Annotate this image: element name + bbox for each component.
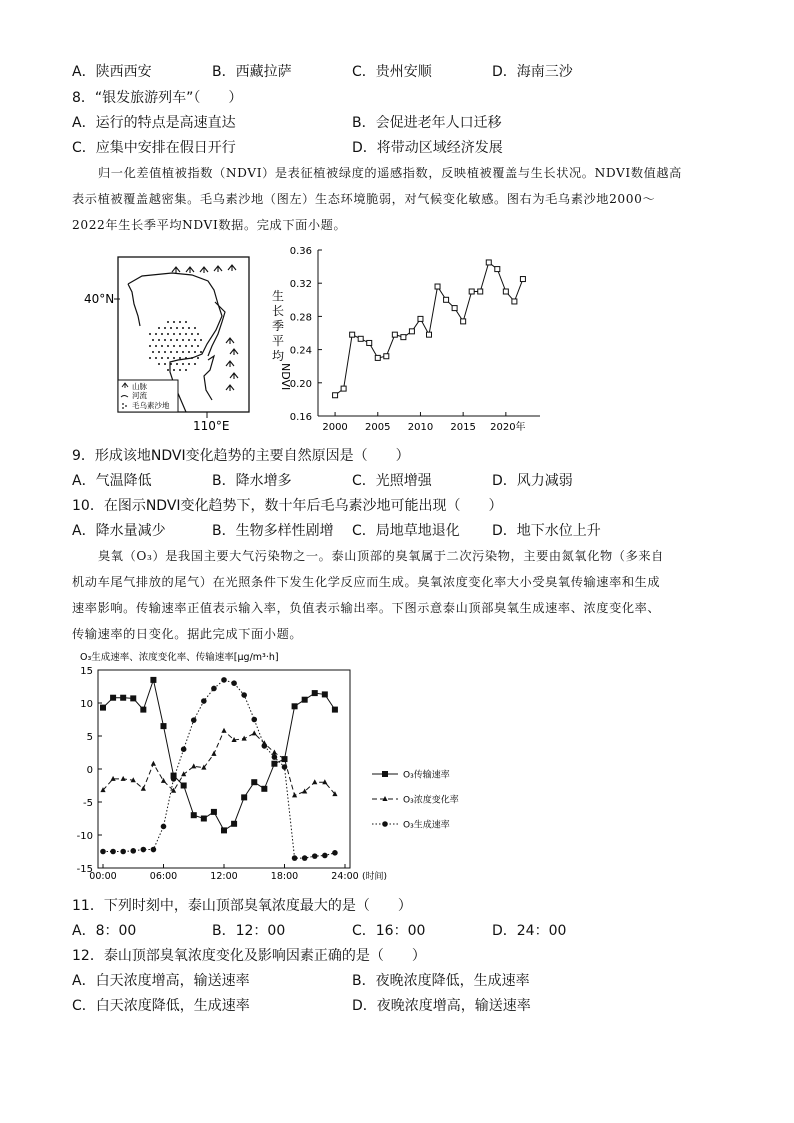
sand-dot [188, 351, 190, 353]
ndvi-y-label-char: 季 [272, 319, 285, 333]
ozone-passage-line: 速率影响。传输速率正值表示输入率，负值表示输出率。下图示意泰山顶部臭氧生成速率、浓度变化率、 [72, 601, 661, 615]
ndvi-line-chart [268, 240, 558, 440]
ndvi-data-point [341, 386, 346, 391]
ozone-point-transport [150, 677, 156, 683]
sand-dot [167, 321, 169, 323]
map-lat-label: 40°N [84, 292, 115, 306]
sand-dot [188, 363, 190, 365]
q10-option-d[interactable]: D．地下水位上升 [492, 523, 601, 539]
ndvi-data-point [418, 316, 423, 321]
ozone-y-tick-label: 15 [80, 666, 93, 677]
ozone-point-generation [110, 849, 116, 855]
sand-dot [149, 357, 151, 359]
q12-stem: 12．泰山顶部臭氧浓度变化及影响因素正确的是（ ） [72, 948, 426, 964]
ndvi-data-point [486, 260, 491, 265]
ndvi-series-line [335, 262, 523, 395]
sand-dot [167, 369, 169, 371]
ndvi-y-tick-label: 0.24 [289, 345, 312, 357]
sand-dot [185, 333, 187, 335]
ozone-point-transport [292, 703, 298, 709]
sand-dot [176, 327, 178, 329]
ozone-point-generation [282, 764, 288, 770]
sand-dot [173, 369, 175, 371]
ozone-series-line [103, 680, 335, 830]
q7-option-d[interactable]: D．海南三沙 [492, 64, 573, 80]
ndvi-data-point [401, 335, 406, 340]
ozone-x-tick-label: 18:00 [270, 871, 299, 882]
ndvi-x-tick-label: 2000 [322, 422, 348, 433]
ndvi-data-point [392, 332, 397, 337]
sand-dot [182, 327, 184, 329]
ozone-point-generation [151, 847, 157, 853]
ozone-y-tick-label: -5 [83, 798, 93, 809]
q8-option-b[interactable]: B．会促进老年人口迁移 [352, 115, 502, 131]
q9-option-c[interactable]: C．光照增强 [352, 473, 432, 489]
ndvi-data-point [461, 319, 466, 324]
ndvi-x-tick-label: 2020年 [490, 422, 526, 433]
ozone-point-generation [100, 849, 106, 855]
ndvi-y-tick-label: 0.16 [289, 412, 312, 423]
ozone-legend-label: O₃传输速率 [403, 770, 450, 781]
ndvi-y-label-char: 长 [272, 304, 285, 318]
q12-option-a[interactable]: A．白天浓度增高，输送速率 [72, 973, 250, 989]
ozone-point-transport [241, 794, 247, 800]
ozone-legend-label: O₃浓度变化率 [403, 795, 459, 806]
ozone-point-transport [221, 827, 227, 833]
ndvi-y-tick-label: 0.20 [289, 378, 312, 390]
q12-option-b[interactable]: B．夜晚浓度降低，生成速率 [352, 973, 530, 989]
ndvi-y-label-char: 生 [272, 289, 285, 303]
sand-dot [167, 357, 169, 359]
ozone-point-transport [231, 821, 237, 827]
ozone-legend-label: O₃生成速率 [403, 820, 450, 831]
ndvi-data-point [444, 297, 449, 302]
ozone-point-generation [312, 853, 318, 859]
sand-dot [176, 363, 178, 365]
sand-dot [185, 369, 187, 371]
ndvi-data-point [478, 289, 483, 294]
ozone-point-generation [130, 848, 136, 854]
sand-dot [170, 351, 172, 353]
ndvi-data-point [384, 354, 389, 359]
ozone-point-transport [120, 695, 126, 701]
ozone-x-unit: (时间) [362, 872, 388, 882]
ozone-point-generation [251, 717, 257, 723]
sand-dot [155, 333, 157, 335]
q7-option-c[interactable]: C．贵州安顺 [352, 64, 432, 80]
ndvi-data-point [409, 329, 414, 334]
q8-option-c[interactable]: C．应集中安排在假日开行 [72, 140, 236, 156]
map-legend-mountain: 山脉 [132, 382, 147, 391]
ozone-point-transport [181, 783, 187, 789]
ozone-point-change [191, 763, 196, 768]
sand-dot [197, 357, 199, 359]
ozone-series-line [103, 680, 335, 858]
ndvi-x-tick-label: 2015 [450, 422, 476, 433]
ozone-point-transport [110, 695, 116, 701]
ndvi-data-point [358, 336, 363, 341]
ndvi-y-tick-label: 0.28 [289, 312, 312, 324]
sand-dot [170, 339, 172, 341]
sand-dot [182, 351, 184, 353]
ndvi-passage [72, 160, 722, 238]
ozone-y-tick-label: -15 [76, 864, 93, 875]
q8-option-d[interactable]: D．将带动区域经济发展 [352, 140, 503, 156]
ozone-point-transport [271, 761, 277, 767]
q11-option-b[interactable]: B．12：00 [212, 923, 286, 939]
ozone-x-tick-label: 24:00 [331, 871, 359, 882]
ndvi-data-point [435, 284, 440, 289]
sand-dot [200, 351, 202, 353]
q8-stem: 8．“银发旅游列车”（ ） [72, 90, 243, 106]
sand-dot [170, 327, 172, 329]
ndvi-y-tick-label: 0.36 [289, 246, 312, 257]
ozone-point-generation [211, 686, 217, 692]
ndvi-passage-line: 表示植被覆盖越密集。毛乌素沙地（图左）生态环境脆弱，对气候变化敏感。图右为毛乌素沙地2000～ [72, 192, 656, 206]
ozone-point-generation [191, 717, 197, 723]
sand-dot [194, 339, 196, 341]
sand-dot [164, 351, 166, 353]
ozone-point-generation [221, 677, 227, 683]
ozone-point-generation [302, 855, 308, 861]
sand-dot [149, 345, 151, 347]
ndvi-data-point [333, 393, 338, 398]
ozone-series-line [103, 731, 335, 796]
sand-dot [161, 333, 163, 335]
ozone-point-generation [171, 776, 177, 782]
q10-option-b[interactable]: B．生物多样性剧增 [212, 523, 334, 539]
sand-dot [179, 333, 181, 335]
ozone-point-generation [181, 746, 187, 752]
sand-dot [188, 327, 190, 329]
ozone-point-change [252, 730, 257, 735]
sand-dot [179, 369, 181, 371]
sand-dot [164, 327, 166, 329]
ndvi-data-point [495, 267, 500, 272]
sand-dot [200, 339, 202, 341]
sand-dot [188, 339, 190, 341]
ndvi-data-point [469, 289, 474, 294]
ozone-x-tick-label: 12:00 [210, 871, 238, 882]
sand-dot [158, 339, 160, 341]
ozone-point-transport [251, 779, 257, 785]
ozone-point-transport [130, 695, 136, 701]
sand-dot [185, 357, 187, 359]
ozone-point-transport [211, 809, 217, 815]
ozone-point-generation [241, 692, 247, 698]
ozone-point-change [121, 776, 126, 781]
ozone-point-generation [141, 847, 147, 853]
ozone-passage [72, 543, 722, 647]
ndvi-data-point [427, 332, 432, 337]
ndvi-passage-line: 2022年生长季平均NDVI数据。完成下面小题。 [72, 218, 347, 232]
ndvi-data-point [367, 340, 372, 345]
sand-dot [194, 327, 196, 329]
sand-dot [152, 351, 154, 353]
ozone-point-transport [302, 697, 308, 703]
ndvi-data-point [452, 306, 457, 311]
q7-option-b[interactable]: B．西藏拉萨 [212, 64, 292, 80]
q11-option-d[interactable]: D．24：00 [492, 923, 567, 939]
sand-dot [173, 345, 175, 347]
ndvi-passage-line: 归一化差值植被指数（NDVI）是表征植被绿度的遥感指数，反映植被覆盖与生长状况。NDVI数值越高 [98, 166, 682, 180]
ndvi-y-label [272, 288, 292, 390]
ozone-point-change [181, 771, 186, 776]
ozone-y-tick-label: 5 [86, 732, 93, 743]
ndvi-data-point [375, 355, 380, 360]
ozone-point-transport [201, 816, 207, 822]
sand-dot [194, 363, 196, 365]
ndvi-y-label-char: 均 [272, 349, 285, 363]
mu-us-map [80, 250, 260, 430]
q11-option-c[interactable]: C．16：00 [352, 923, 426, 939]
ozone-y-tick-label: -10 [76, 831, 93, 842]
sand-dot [161, 357, 163, 359]
q12-option-c[interactable]: C．白天浓度降低，生成速率 [72, 998, 250, 1014]
sand-dot [179, 357, 181, 359]
map-legend-sand: 毛乌素沙地 [132, 401, 170, 410]
ozone-point-transport [332, 707, 338, 713]
sand-dot [179, 321, 181, 323]
ozone-line-chart [72, 648, 492, 888]
q9-option-d[interactable]: D．风力减弱 [492, 473, 573, 489]
sand-dot [197, 333, 199, 335]
ndvi-data-point [520, 277, 525, 282]
sand-dot [155, 357, 157, 359]
q9-stem: 9．形成该地NDVI变化趋势的主要自然原因是（ ） [72, 448, 410, 464]
ndvi-y-label-char: 平 [272, 334, 285, 348]
ozone-point-change [141, 786, 146, 791]
ozone-point-transport [312, 690, 318, 696]
sand-dot [191, 357, 193, 359]
q9-option-b[interactable]: B．降水增多 [212, 473, 292, 489]
ozone-point-transport [322, 691, 328, 697]
sand-dot [167, 333, 169, 335]
ozone-x-tick-label: 06:00 [149, 871, 178, 882]
ozone-legend-marker [382, 821, 388, 827]
ozone-point-transport [191, 812, 197, 818]
ozone-y-tick-label: 0 [86, 765, 93, 776]
ozone-point-change [272, 750, 277, 755]
ozone-x-tick-label: 00:00 [89, 871, 117, 882]
ozone-point-generation [161, 824, 167, 830]
ozone-y-tick-label: 10 [80, 699, 93, 710]
sand-dot [167, 345, 169, 347]
ndvi-data-point [512, 299, 517, 304]
ozone-legend-marker [382, 771, 388, 777]
ozone-chart-title: O₃生成速率、浓度变化率、传输速率[μg/m³·h] [80, 652, 279, 663]
sand-dot [149, 333, 151, 335]
ozone-point-transport [261, 786, 267, 792]
ozone-point-generation [262, 743, 268, 749]
ndvi-data-point [503, 289, 508, 294]
sand-dot [176, 351, 178, 353]
q10-option-c[interactable]: C．局地草地退化 [352, 523, 460, 539]
sand-dot [182, 363, 184, 365]
ozone-point-change [151, 761, 156, 766]
sand-dot [161, 345, 163, 347]
ndvi-x-tick-label: 2010 [407, 422, 434, 433]
ndvi-y-label-rot: NDVI [279, 363, 292, 391]
ndvi-y-tick-label: 0.32 [289, 279, 312, 291]
q9-option-a[interactable]: A．气温降低 [72, 473, 152, 489]
sand-dot [152, 339, 154, 341]
ozone-point-change [312, 779, 317, 784]
sand-dot [173, 333, 175, 335]
sand-dot [173, 321, 175, 323]
sand-dot [158, 363, 160, 365]
ozone-point-change [211, 751, 216, 756]
sand-dot [182, 339, 184, 341]
ozone-point-generation [231, 680, 237, 686]
q7-option-a[interactable]: A．陕西西安 [72, 64, 152, 80]
q8-option-a[interactable]: A．运行的特点是高速直达 [72, 115, 236, 131]
ozone-point-generation [322, 853, 328, 859]
sand-dot [158, 351, 160, 353]
sand-dot [176, 339, 178, 341]
sand-dot [164, 363, 166, 365]
ozone-point-generation [272, 754, 278, 760]
sand-dot [164, 339, 166, 341]
ndvi-data-point [350, 332, 355, 337]
ozone-passage-line: 机动车尾气排放的尾气）在光照条件下发生化学反应而生成。臭氧浓度变化率大小受臭氧传输速率和生成 [72, 575, 661, 589]
sand-dot [170, 363, 172, 365]
sand-dot [173, 357, 175, 359]
ozone-point-generation [201, 698, 207, 704]
ozone-point-generation [292, 855, 298, 861]
sand-dot [191, 345, 193, 347]
ozone-passage-line: 传输速率的日变化。据此完成下面小题。 [72, 627, 303, 641]
q12-option-d[interactable]: D．夜晚浓度增高，输送速率 [352, 998, 531, 1014]
ozone-point-generation [332, 850, 338, 856]
ndvi-x-tick-label: 2005 [365, 422, 391, 433]
ozone-point-transport [100, 705, 106, 711]
ozone-point-change [221, 728, 226, 733]
sand-dot [191, 333, 193, 335]
sand-dot [158, 327, 160, 329]
sand-dot [194, 351, 196, 353]
sand-dot [185, 321, 187, 323]
ozone-point-generation [120, 849, 126, 855]
q10-stem: 10．在图示NDVI变化趋势下，数十年后毛乌素沙地可能出现（ ） [72, 498, 503, 514]
sand-dot [155, 345, 157, 347]
map-legend-river: 河流 [132, 391, 147, 400]
map-lon-label: 110°E [193, 419, 230, 430]
ozone-point-transport [140, 707, 146, 713]
q11-stem: 11．下列时刻中，泰山顶部臭氧浓度最大的是（ ） [72, 898, 412, 914]
ozone-point-transport [161, 723, 167, 729]
q11-option-a[interactable]: A．8：00 [72, 923, 137, 939]
sand-dot [197, 345, 199, 347]
q10-option-a[interactable]: A．降水量减少 [72, 523, 166, 539]
sand-dot [179, 345, 181, 347]
ozone-passage-line: 臭氧（O₃）是我国主要大气污染物之一。泰山顶部的臭氧属于二次污染物，主要由氮氧化物（多来自 [98, 549, 664, 563]
sand-dot [185, 345, 187, 347]
